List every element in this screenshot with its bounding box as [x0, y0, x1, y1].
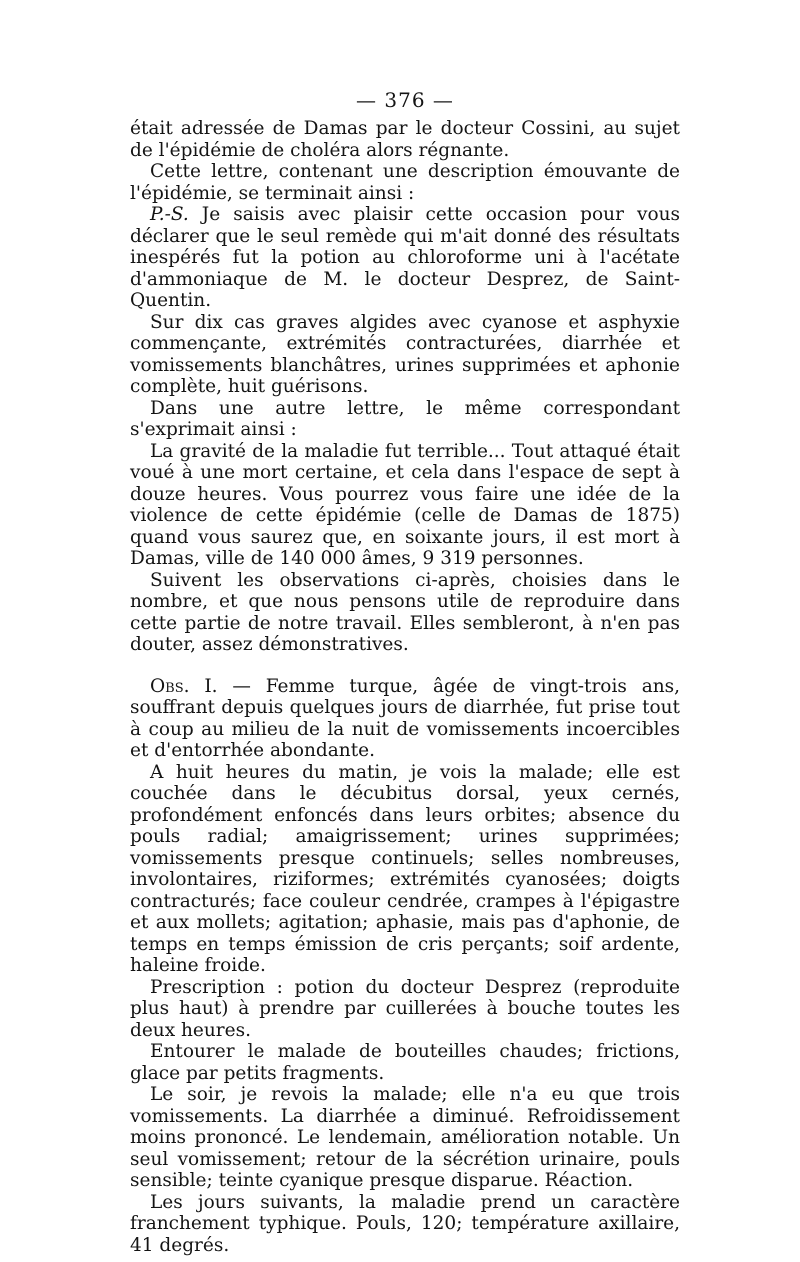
postscript-text: Je saisis avec plaisir cette occasion pour vous déclarer que le seul remède qui m'ait donné des résultats inespérés fut la potion au chloroforme uni à l'acétate d'ammoniaque de M. le docteur Desprez, de Saint-Quentin. [130, 204, 680, 311]
paragraph-severity: La gravité de la maladie fut terrible... Tout attaqué était voué à une mort certaine, et cela dans l'espace de sept à douze heures. Vous pourrez vous faire une idée de la violence de cette épidémie (celle de Damas de 1875) quand vous saurez que, en soixante jours, il est mort à Damas, ville de 140 000 âmes, 9 319 personnes. [130, 440, 680, 569]
paragraph-letter-intro: Cette lettre, contenant une description émouvante de l'épidémie, se terminait ainsi : [130, 161, 680, 204]
paragraph-observations-intro: Suivent les observations ci-après, choisies dans le nombre, et que nous pensons utile de reproduire dans cette partie de notre travail. Elles sembleront, à n'en pas douter, assez démonstratives. [130, 569, 680, 655]
paragraph-treatment: Entourer le malade de bouteilles chaudes; frictions, glace par petits fragments. [130, 1041, 680, 1084]
observation-text: — Femme turque, âgée de vingt-trois ans, souffrant depuis quelques jours de diarrhée, fut prise tout à coup au milieu de la nuit de vomissements incoercibles et d'entorrhée abondante. [130, 675, 681, 761]
book-page [130, 88, 680, 1256]
postscript-label: P.-S. [150, 204, 189, 225]
paragraph-continuation: était adressée de Damas par le docteur Cossini, au sujet de l'épidémie de choléra alors régnante. [130, 118, 680, 161]
paragraph-observation-1 [130, 676, 680, 762]
paragraph-examination: A huit heures du matin, je vois la malade; elle est couchée dans le décubitus dorsal, yeux cernés, profondément enfoncés dans leurs orbites; absence du pouls radial; amaigrissement; urines supprimées; vomissements presque continuels; selles nombreuses, involontaires, riziformes; extrémités cyanosées; doigts contracturés; face couleur cendrée, crampes à l'épigastre et aux mollets; agitation; aphasie, mais pas d'aphonie, de temps en temps émission de cris perçants; soif ardente, haleine froide. [130, 761, 680, 976]
paragraph-evening: Le soir, je revois la malade; elle n'a eu que trois vomissements. La diarrhée a diminué. Refroidissement moins prononcé. Le lendemain, amélioration notable. Un seul vomissement; retour de la sécrétion urinaire, pouls sensible; teinte cyanique presque disparue. Réaction. [130, 1084, 680, 1191]
page-number: — 376 — [356, 88, 454, 112]
paragraph-other-letter: Dans une autre lettre, le même correspondant s'exprimait ainsi : [130, 397, 680, 440]
section-gap [130, 656, 680, 676]
paragraph-cases: Sur dix cas graves algides avec cyanose et asphyxie commençante, extrémités contracturées, diarrhée et vomissements blanchâtres, urines supprimées et aphonie complète, huit guérisons. [130, 311, 680, 397]
observation-label: Obs. I. [150, 675, 218, 697]
paragraph-following-days: Les jours suivants, la maladie prend un caractère franchement typhique. Pouls, 120; température axillaire, 41 degrés. [130, 1191, 680, 1256]
paragraph-postscript [130, 204, 680, 312]
paragraph-prescription: Prescription : potion du docteur Desprez (reproduite plus haut) à prendre par cuillerées à bouche toutes les deux heures. [130, 976, 680, 1041]
